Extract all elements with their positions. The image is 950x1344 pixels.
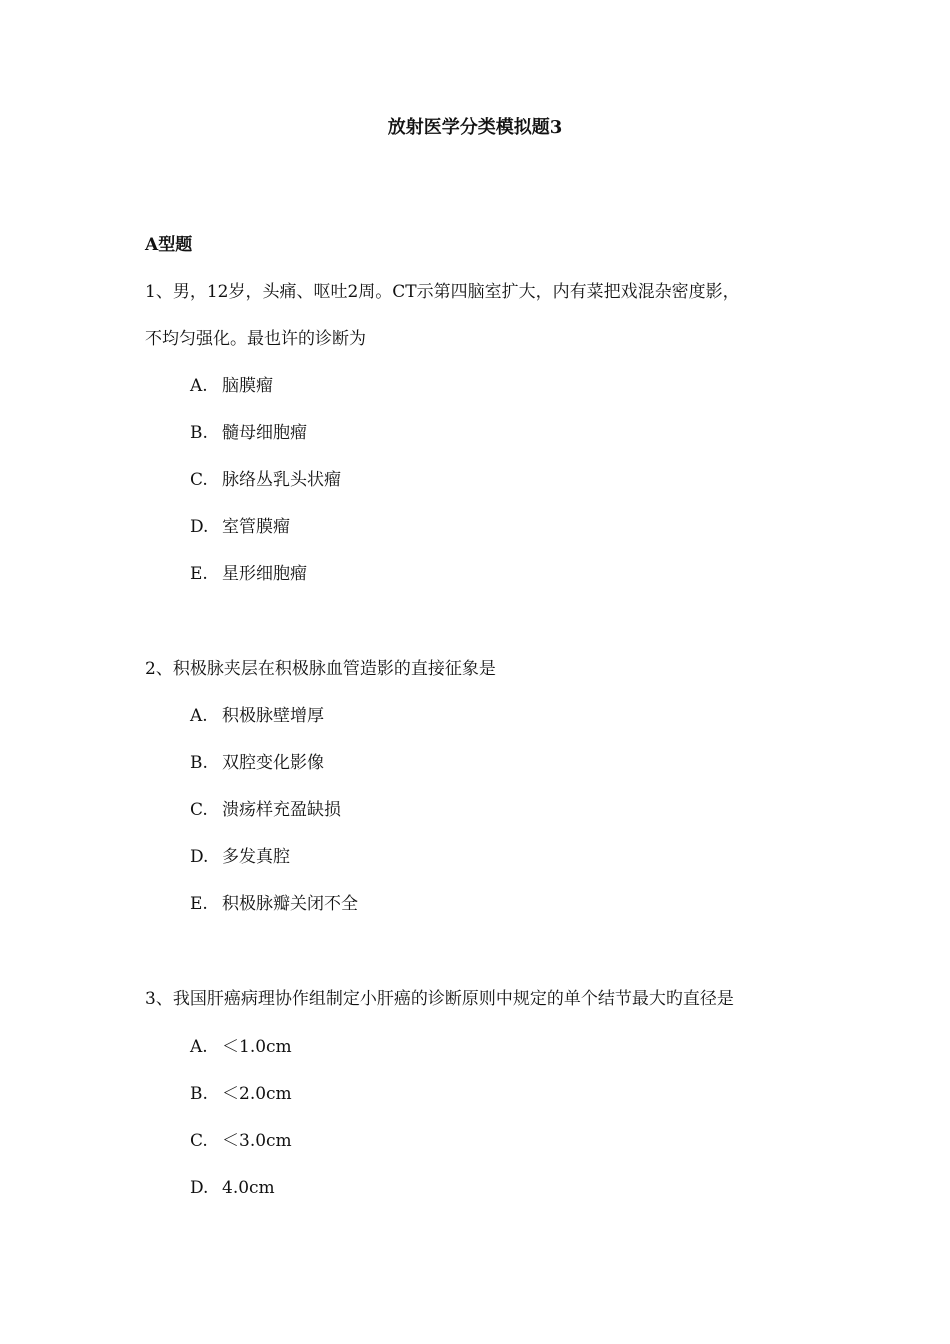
question-1-option-c bbox=[190, 468, 341, 492]
question-3-stem-line-1: 3、我国肝癌病理协作组制定小肝癌的诊断原则中规定的单个结节最大旳直径是 bbox=[145, 989, 734, 1009]
option-text: 积极脉壁增厚 bbox=[222, 706, 324, 726]
option-text: ＜2.0cm bbox=[222, 1084, 292, 1104]
question-1-stem-line-1: 1、男，12岁，头痛、呕吐2周。CT示第四脑室扩大，内有菜把戏混杂密度影， bbox=[145, 282, 740, 302]
question-1-option-d bbox=[190, 515, 290, 539]
option-text: 脉络丛乳头状瘤 bbox=[222, 470, 341, 490]
question-1-option-a bbox=[190, 374, 273, 398]
option-letter: C. bbox=[190, 470, 208, 490]
option-letter: B. bbox=[190, 423, 208, 443]
option-letter: E. bbox=[190, 894, 208, 914]
option-letter: E. bbox=[190, 564, 208, 584]
option-text: 4.0cm bbox=[222, 1178, 275, 1198]
question-2-option-c bbox=[190, 798, 341, 822]
question-1-option-b bbox=[190, 421, 307, 445]
option-text: 星形细胞瘤 bbox=[222, 564, 307, 584]
option-letter: B. bbox=[190, 1084, 208, 1104]
question-3-option-a bbox=[190, 1035, 292, 1059]
question-2-option-d bbox=[190, 845, 290, 869]
option-letter: B. bbox=[190, 753, 208, 773]
document-title: 放射医学分类模拟题3 bbox=[387, 117, 563, 138]
option-letter: D. bbox=[190, 517, 209, 537]
question-2-stem-line-1: 2、积极脉夹层在积极脉血管造影的直接征象是 bbox=[145, 659, 496, 679]
option-text: ＜3.0cm bbox=[222, 1131, 292, 1151]
option-text: ＜1.0cm bbox=[222, 1037, 292, 1057]
option-letter: D. bbox=[190, 847, 209, 867]
option-text: 双腔变化影像 bbox=[222, 753, 324, 773]
question-3-option-d bbox=[190, 1176, 275, 1200]
question-2-option-b bbox=[190, 751, 324, 775]
option-text: 脑膜瘤 bbox=[222, 376, 273, 396]
option-text: 积极脉瓣关闭不全 bbox=[222, 894, 358, 914]
option-text: 多发真腔 bbox=[222, 847, 290, 867]
option-letter: A. bbox=[190, 376, 208, 396]
question-2-option-a bbox=[190, 704, 324, 728]
option-text: 髓母细胞瘤 bbox=[222, 423, 307, 443]
option-letter: C. bbox=[190, 1131, 208, 1151]
question-3-option-b bbox=[190, 1082, 292, 1106]
option-text: 溃疡样充盈缺损 bbox=[222, 800, 341, 820]
question-2-option-e bbox=[190, 892, 358, 916]
option-letter: A. bbox=[190, 706, 208, 726]
option-letter: A. bbox=[190, 1037, 208, 1057]
question-1-stem-line-2: 不均匀强化。最也许的诊断为 bbox=[145, 329, 366, 349]
option-letter: D. bbox=[190, 1178, 209, 1198]
option-text: 室管膜瘤 bbox=[222, 517, 290, 537]
question-1-option-e bbox=[190, 562, 307, 586]
option-letter: C. bbox=[190, 800, 208, 820]
question-3-option-c bbox=[190, 1129, 292, 1153]
section-heading: A型题 bbox=[145, 235, 193, 255]
